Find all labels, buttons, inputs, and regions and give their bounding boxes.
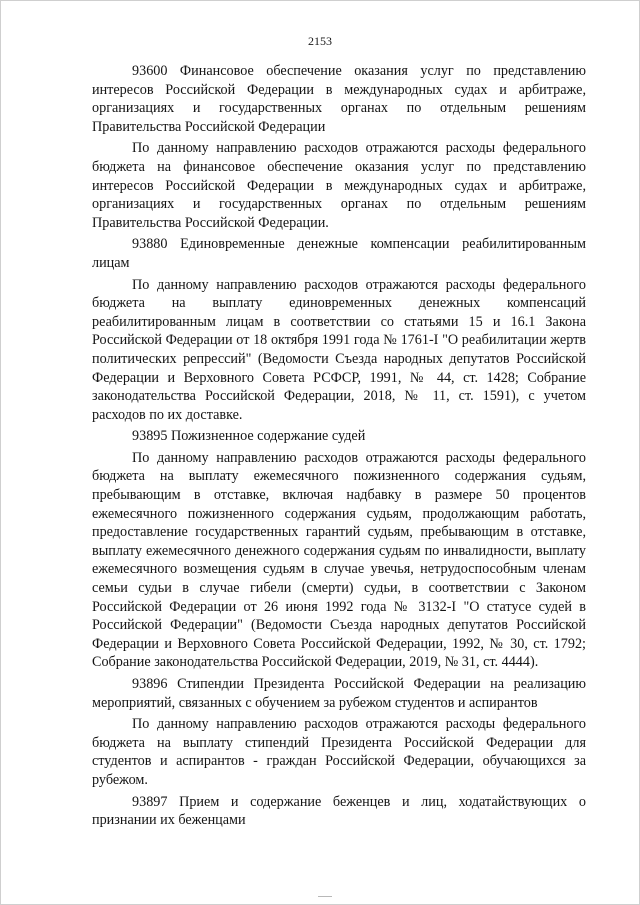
section-body-93600: По данному направлению расходов отражаются расходы федерального бюджета на финансовое обеспечение оказания услуг по представлению интересов Российской Федерации в международных судах и арбитраже, организациях и государственных органах по отдельным решениям Правительства Российской Федерации.	[92, 140, 586, 231]
section-heading-93897: 93897 Прием и содержание беженцев и лиц, ходатайствующих о признании их беженцами	[92, 793, 586, 829]
section-body-93896: По данному направлению расходов отражаются расходы федерального бюджета на выплату стипендий Президента Российской Федерации для студентов и аспирантов - граждан Российской Федерации, обучающихся за рубежом.	[92, 716, 586, 788]
section-body-93895: По данному направлению расходов отражаются расходы федерального бюджета на выплату ежемесячного пожизненного содержания судьям, пребывающим в отставке, включая надбавку в размере 50 процентов ежемесячного пожизненного содержания судьям, продолжающим работать, предоставление государственных гарантий судьям, пребывающим в отставке, выплату ежемесячного денежного содержания судьям по инвалидности, выплату ежемесячного возмещения судьям в случае увечья, нетрудоспособным членам семьи судьи в случае гибели (смерти) судьи, в соответствии с Законом Российской Федерации от 26 июня 1992 года № 3132-I "О статусе судей в Российской Федерации" (Ведомости Съезда народных депутатов Российской Федерации и Верховного Совета Российской Федерации, 1992, № 30, ст. 1792; Собрание законодательства Российской Федерации, 2019, № 31, ст. 4444).	[92, 449, 586, 671]
page-number: 2153	[308, 34, 332, 48]
scan-artifact-line	[318, 896, 332, 897]
section-heading-93880: 93880 Единовременные денежные компенсации реабилитированным лицам	[92, 236, 586, 271]
section-heading-93895: 93895 Пожизненное содержание судей	[132, 428, 366, 445]
section-body-93880: По данному направлению расходов отражаются расходы федерального бюджета на выплату единовременных денежных компенсаций реабилитированным лицам в соответствии со статьями 15 и 16.1 Закона Российской Федерации от 18 октября 1991 года № 1761-I "О реабилитации жертв политических репрессий" (Ведомости Съезда народных депутатов Российской Федерации и Верховного Совета РСФСР, 1991, № 44, ст. 1428; Собрание законодательства Российской Федерации, 2018, № 11, ст. 1591), с учетом расходов по их доставке.	[92, 276, 586, 423]
section-heading-93896: 93896 Стипендии Президента Российской Федерации на реализацию мероприятий, связанных с обучением за рубежом студентов и аспирантов	[92, 676, 586, 711]
section-heading-93600: 93600 Финансовое обеспечение оказания услуг по представлению интересов Российской Федерации в международных судах и арбитраже, организациях и государственных органах по отдельным решениям Правительства Российской Федерации	[92, 63, 586, 135]
document-body	[92, 62, 586, 833]
